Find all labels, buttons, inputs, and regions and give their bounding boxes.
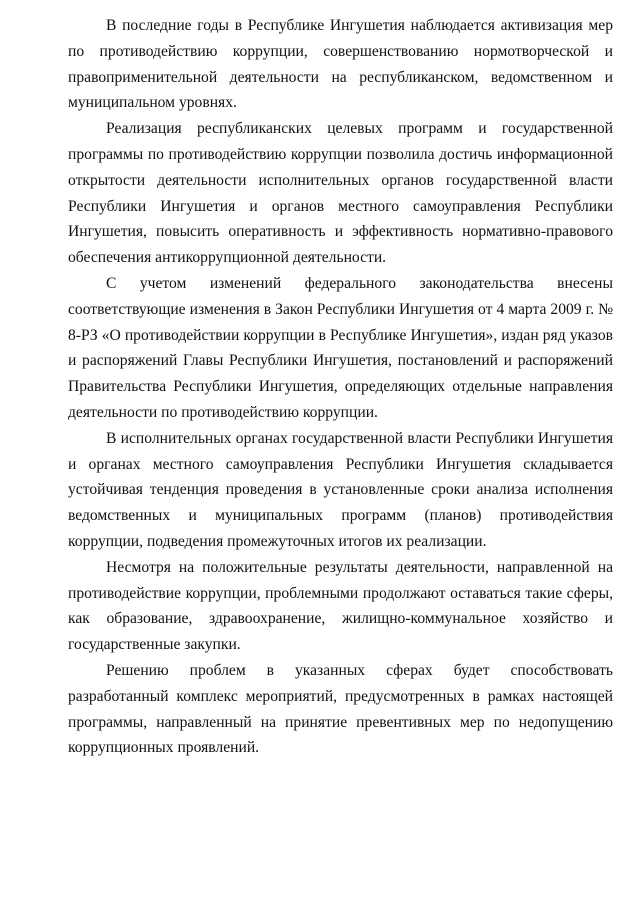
- paragraph-5: Несмотря на положительные результаты деятельности, направленной на противодействие коррупции, проблемными продолжают оставаться такие сферы, как образование, здравоохранение, жилищно-коммунальное хозяйство и государственные закупки.: [68, 558, 613, 654]
- paragraph-3: С учетом изменений федерального законодательства внесены соответствующие изменения в Закон Республики Ингушетия от 4 марта 2009 г. № 8-РЗ «О противодействии коррупции в Республике Ингушетия», издан ряд указов и распоряжений Главы Республики Ингушетия, постановлений и распоряжений Правительства Республики Ингушетия, определяющих отдельные направления деятельности по противодействию коррупции.: [68, 274, 613, 421]
- document-body: [68, 13, 613, 761]
- paragraph-2: Реализация республиканских целевых программ и государственной программы по противодействию коррупции позволила достичь информационной открытости деятельности исполнительных органов государственной власти Республики Ингушетия и органов местного самоуправления Республики Ингушетия, повысить оперативность и эффективность нормативно-правового обеспечения антикоррупционной деятельности.: [68, 120, 613, 267]
- paragraph-1: В последние годы в Республике Ингушетия наблюдается активизация мер по противодействию коррупции, совершенствованию нормотворческой и правоприменительной деятельности на республиканском, ведомственном и муниципальном уровнях.: [68, 17, 613, 112]
- paragraph-4: В исполнительных органах государственной власти Республики Ингушетия и органах местного самоуправления Республики Ингушетия складывается устойчивая тенденция проведения в установленные сроки анализа исполнения ведомственных и муниципальных программ (планов) противодействия коррупции, подведения промежуточных итогов их реализации.: [68, 429, 613, 550]
- paragraph-6: Решению проблем в указанных сферах будет способствовать разработанный комплекс мероприятий, предусмотренных в рамках настоящей программы, направленный на принятие превентивных мер по недопущению коррупционных проявлений.: [68, 661, 613, 757]
